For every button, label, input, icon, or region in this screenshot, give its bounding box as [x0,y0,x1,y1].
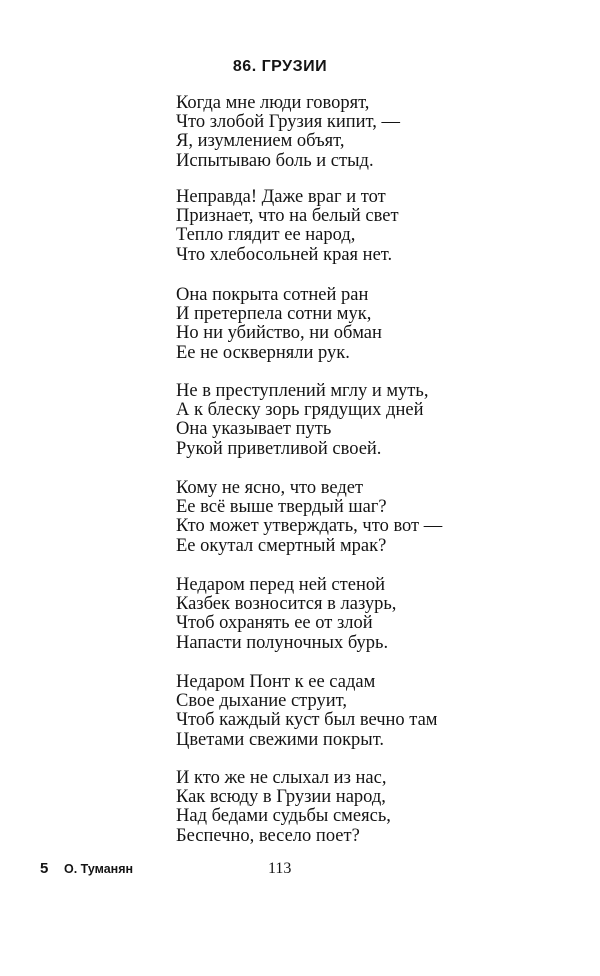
poem-line: Но ни убийство, ни обман [176,323,382,344]
poem-line: Тепло глядит ее народ, [176,225,356,246]
poem-title: 86. ГРУЗИИ [232,58,328,75]
page-number: 113 [268,860,292,877]
poem-line: Неправда! Даже враг и тот [176,187,386,207]
poem-line: Что злобой Грузия кипит, — [176,112,400,133]
stanza-7 [176,673,536,750]
poem-line: Ее всё выше твердый шаг? [176,497,387,518]
stanza-4 [176,382,536,459]
poem-line: Чтоб каждый куст был вечно там [176,710,438,731]
poem-line: Недаром перед ней стеной [176,575,385,595]
poem-line: Цветами свежими покрыт. [176,729,385,750]
poem-line: Казбек возносится в лазурь, [176,594,397,615]
stanza-3 [176,286,536,363]
stanza-2 [176,188,536,265]
poem-line: Она указывает путь [176,419,332,440]
poem-line: Что хлебосольней края нет. [176,244,393,265]
poem-line: И претерпела сотни мук, [176,304,372,325]
poem-line: И кто же не слыхал из нас, [176,768,387,788]
poem-line: А к блеску зорь грядущих дней [176,400,424,421]
page-footer [0,860,600,884]
poem-line: Как всюду в Грузии народ, [176,787,386,808]
signature-author: О. Туманян [64,862,134,876]
poem-line: Когда мне люди говорят, [176,93,370,113]
stanza-8 [176,769,536,846]
poem-line: Напасти полуночных бурь. [176,632,389,653]
poem-line: Кто может утверждать, что вот — [176,516,443,537]
poem-line: Я, изумлением объят, [176,131,345,152]
poem-line: Ее окутал смертный мрак? [176,535,387,556]
poem-line: Над бедами судьбы смеясь, [176,806,391,827]
poem-line: Ее не оскверняли рук. [176,342,350,363]
poem-line: Свое дыхание струит, [176,691,347,712]
poem-line: Чтоб охранять ее от злой [176,613,373,634]
signature-number: 5 [40,860,49,877]
poem-line: Не в преступлений мглу и муть, [176,381,429,401]
stanza-6 [176,576,536,653]
poem-line: Недаром Понт к ее садам [176,672,376,692]
stanza-1 [176,94,536,171]
stanza-5 [176,479,536,556]
poem-line: Рукой приветливой своей. [176,438,382,459]
poem-line: Испытываю боль и стыд. [176,150,374,171]
poem-line: Беспечно, весело поет? [176,825,360,846]
poem-line: Кому не ясно, что ведет [176,478,364,498]
poem-line: Признает, что на белый свет [176,206,399,227]
poem-line: Она покрыта сотней ран [176,285,369,305]
